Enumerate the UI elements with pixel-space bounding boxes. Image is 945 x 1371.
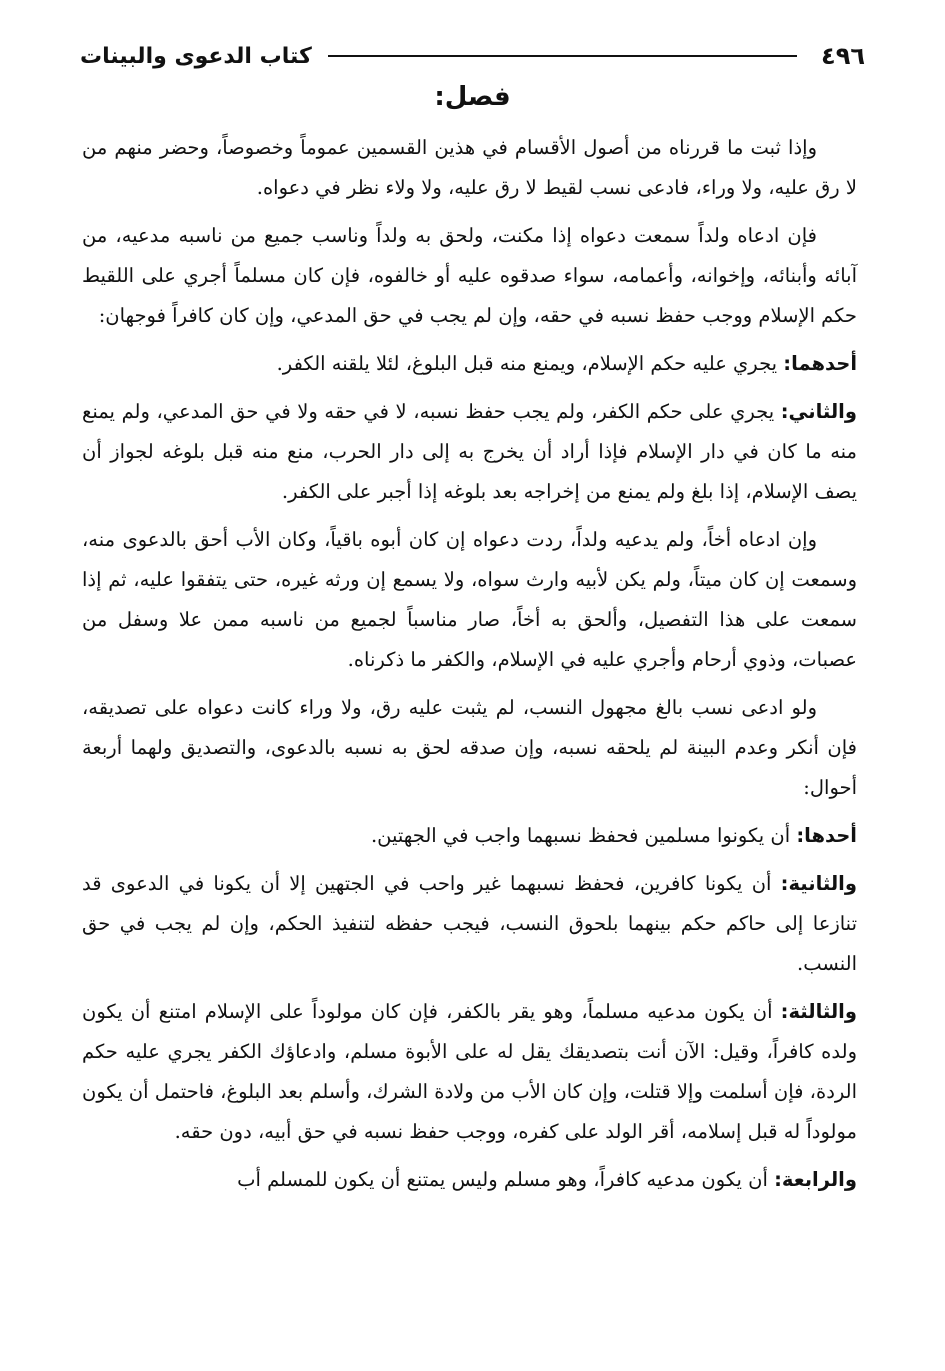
- paragraph: وإذا ثبت ما قررناه من أصول الأقسام في هذين القسمين عموماً وخصوصاً، وحضر منهم من لا رق عليه، ولا وراء، فادعى نسب لقيط لا رق عليه، ولا ولاء نظر في دعواه.: [82, 136, 857, 199]
- paragraph-text: أن يكونا كافرين، فحفظ نسبهما غير واحب في الجتهين إلا أن يكونا في الدعوى قد تنازعا إلى حاكم حكم بينهما بلحوق النسب، فيجب حفظه لتنفيذ الحكم، وإن لم يجب في حق النسب.: [82, 872, 857, 975]
- paragraph-text: أن يكون مدعيه مسلماً، وهو يقر بالكفر، فإن كان مولوداً على الإسلام امتنع أن يكون ولده كافراً، وقيل: الآن أنت بتصديقك يقل له على الأبوة مسلم، وادعاؤك الكفر يجري عليه حكم الردة، فإن أسلمت وإلا قتلت، وإن كان الأب من ولادة الشرك، وأسلم بعد البلوغ، فاحتمل أن يكون مولوداً له قبل إسلامه، أقر الولد على كفره، ووجب حفظ نسبه في حق أبيه، دون حقه.: [82, 1000, 857, 1143]
- paragraph: ولو ادعى نسب بالغ مجهول النسب، لم يثبت عليه رق، ولا وراء كانت دعواه على تصديقه، فإن أنكر وعدم البينة لم يلحقه نسبه، وإن صدقه لحق به نسبه بالدعوى، والتصديق ولهما أربعة أحوال:: [82, 696, 857, 799]
- case-term: والرابعة:: [774, 1168, 857, 1191]
- case-term: أحدها:: [796, 824, 857, 847]
- body-text: [82, 128, 857, 1208]
- paragraph: [82, 992, 857, 1152]
- case-term: والثانية:: [780, 872, 857, 895]
- paragraph-text: يجري عليه حكم الإسلام، ويمنع منه قبل البلوغ، لئلا يلقنه الكفر.: [276, 352, 784, 375]
- case-term: والثاني:: [780, 400, 857, 423]
- header-rule: [328, 55, 797, 57]
- paragraph: فإن ادعاه ولداً سمعت دعواه إذا مكنت، ولحق به ولداً وناسب جميع من ناسبه مدعيه، من آبائه وأبنائه، وإخوانه، وأعمامه، سواء صدقوه عليه أو خالفوه، فإن كان مسلماً أجري على اللقيط حكم الإسلام ووجب حفظ نسبه في حقه، وإن لم يجب في حق المدعي، وإن كان كافراً فوجهان:: [82, 224, 857, 327]
- book-title: كتاب الدعوى والبينات: [80, 43, 312, 69]
- paragraph: [82, 816, 857, 856]
- paragraph: [82, 344, 857, 384]
- section-heading: فصل:: [434, 82, 511, 112]
- case-term: والثالثة:: [780, 1000, 857, 1023]
- paragraph: [82, 864, 857, 984]
- paragraph: [82, 392, 857, 512]
- paragraph: وإن ادعاه أخاً، ولم يدعيه ولداً، ردت دعواه إن كان أبوه باقياً، وكان الأب أحق بالدعوى منه، وسمعت إن كان ميتاً، ولم يكن لأبيه وارث سواه، ولا يسمع إن ورثه غيره، حتى يتفقوا عليه، ثم إذا سمعت على هذا التفصيل، وألحق به أخاً، صار مناسباً لجميع من ناسبه ممن علا وسفل من عصبات، وذوي أرحام وأجري عليه في الإسلام، والكفر ما ذكرناه.: [82, 528, 857, 671]
- paragraph-text: يجري على حكم الكفر، ولم يجب حفظ نسبه، لا في حقه ولا في حق المدعي، ولم يمنع منه ما كان في دار الإسلام فإذا أراد أن يخرج به إلى دار الحرب، منع منه قبل بلوغه لجواز أن يصف الإسلام، إذا بلغ ولم يمنع من إخراجه بعد بلوغه إذا أجبر على الكفر.: [82, 400, 857, 503]
- paragraph-text: أن يكون مدعيه كافراً، وهو مسلم وليس يمتنع أن يكون للمسلم أب: [237, 1168, 775, 1191]
- page-number: ٤٩٦: [821, 42, 865, 70]
- case-term: أحدهما:: [783, 352, 857, 375]
- running-header: [80, 36, 865, 76]
- paragraph: [82, 1160, 857, 1200]
- paragraph-text: أن يكونوا مسلمين فحفظ نسبهما واجب في الجهتين.: [370, 824, 797, 847]
